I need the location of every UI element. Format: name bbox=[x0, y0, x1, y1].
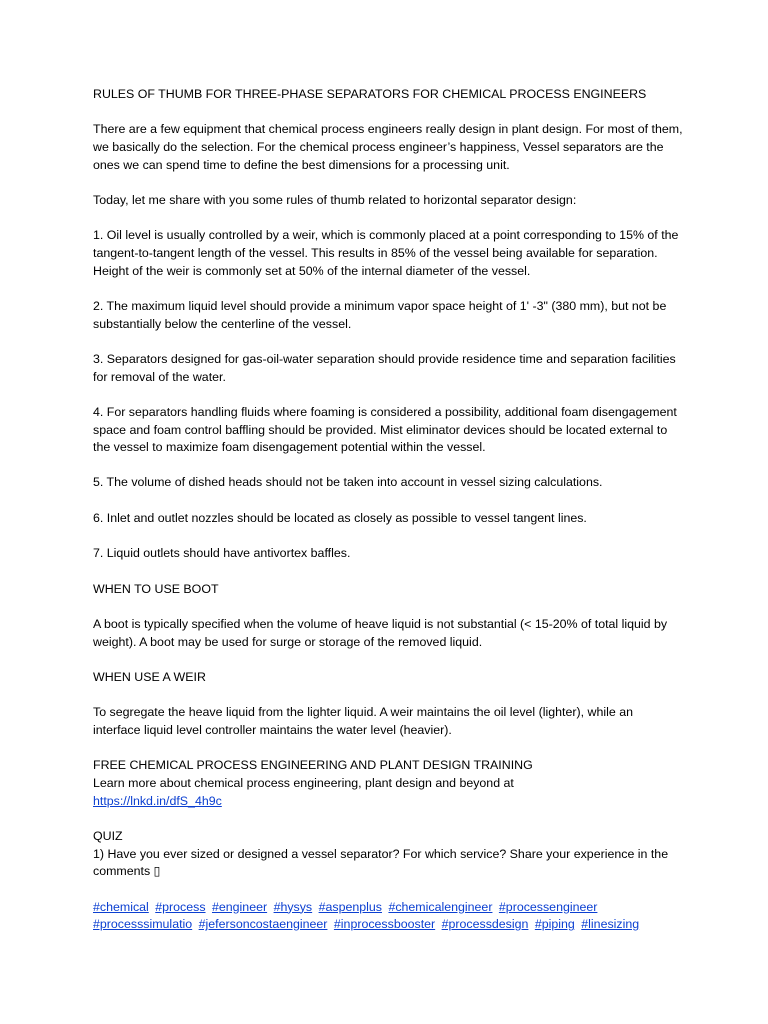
rule-1: 1. Oil level is usually controlled by a weir, which is commonly placed at a point corresponding to 15% of the tangent-to-tangent length of the vessel. This results in 85% of the vessel being available for separation. Height of the weir is commonly set at 50% of the internal diameter of the vessel. bbox=[93, 228, 679, 278]
rule-3: 3. Separators designed for gas-oil-water separation should provide residence time and separation facilities for removal of the water. bbox=[93, 351, 676, 384]
training-text: Learn more about chemical process engineering, plant design and beyond at bbox=[93, 776, 514, 790]
hashtag-link[interactable]: #chemicalengineer bbox=[388, 899, 493, 914]
hashtag-link[interactable]: #processdesign bbox=[441, 917, 529, 932]
hashtag-link[interactable]: #piping bbox=[534, 917, 575, 932]
boot-heading: WHEN TO USE BOOT bbox=[93, 581, 219, 596]
training-heading: FREE CHEMICAL PROCESS ENGINEERING AND PLANT DESIGN TRAINING bbox=[93, 758, 533, 773]
hashtag-list bbox=[93, 899, 683, 934]
quiz-section bbox=[93, 828, 683, 881]
hashtag-link[interactable]: #aspenplus bbox=[318, 899, 382, 914]
rule-7: 7. Liquid outlets should have antivortex baffles. bbox=[93, 546, 351, 561]
rule-6: 6. Inlet and outlet nozzles should be located as closely as possible to vessel tangent lines. bbox=[93, 510, 587, 525]
hashtag-link[interactable]: #jefersoncostaengineer bbox=[198, 917, 328, 932]
hashtag-link[interactable]: #processsimulatio bbox=[93, 917, 193, 932]
quiz-heading: QUIZ bbox=[93, 828, 123, 843]
rule-5: 5. The volume of dished heads should not be taken into account in vessel sizing calculations. bbox=[93, 475, 603, 490]
hashtag-link[interactable]: #linesizing bbox=[581, 917, 640, 932]
document-title: RULES OF THUMB FOR THREE-PHASE SEPARATORS FOR CHEMICAL PROCESS ENGINEERS bbox=[93, 87, 647, 101]
hashtag-link[interactable]: #inprocessbooster bbox=[333, 917, 436, 932]
training-section bbox=[93, 757, 683, 810]
weir-heading: WHEN USE A WEIR bbox=[93, 670, 206, 685]
hashtag-link[interactable]: #hysys bbox=[273, 899, 313, 914]
rule-4: 4. For separators handling fluids where foaming is considered a possibility, additional foam disengagement space and foam control baffling should be provided. Mist eliminator devices should be located external to the vessel to maximize foam disengagement potential within the vessel. bbox=[93, 404, 677, 455]
intro-paragraph: There are a few equipment that chemical process engineers really design in plant design. For most of them, we basically do the selection. For the chemical process engineer’s happiness, Vessel separators are the ones we can spend time to define the best dimensions for a processing unit. bbox=[93, 122, 683, 172]
hashtag-link[interactable]: #process bbox=[155, 899, 206, 914]
boot-paragraph: A boot is typically specified when the volume of heave liquid is not substantial (< 15-20% of total liquid by weight). A boot may be used for surge or storage of the removed liquid. bbox=[93, 617, 668, 649]
quiz-question: 1) Have you ever sized or designed a vessel separator? For which service? Share your experience in the comments ▯ bbox=[93, 846, 669, 879]
document-page bbox=[93, 86, 683, 952]
training-link[interactable]: https://lnkd.in/dfS_4h9c bbox=[93, 793, 222, 808]
hashtag-link[interactable]: #engineer bbox=[211, 899, 268, 914]
hashtag-link[interactable]: #processengineer bbox=[498, 899, 598, 914]
lead-paragraph: Today, let me share with you some rules of thumb related to horizontal separator design: bbox=[93, 192, 577, 207]
hashtag-link[interactable]: #chemical bbox=[93, 899, 149, 914]
weir-paragraph: To segregate the heave liquid from the lighter liquid. A weir maintains the oil level (lighter), while an interface liquid level controller maintains the water level (heavier). bbox=[93, 705, 633, 738]
rule-2: 2. The maximum liquid level should provide a minimum vapor space height of 1' -3" (380 mm), but not be substantially below the centerline of the vessel. bbox=[93, 298, 667, 331]
